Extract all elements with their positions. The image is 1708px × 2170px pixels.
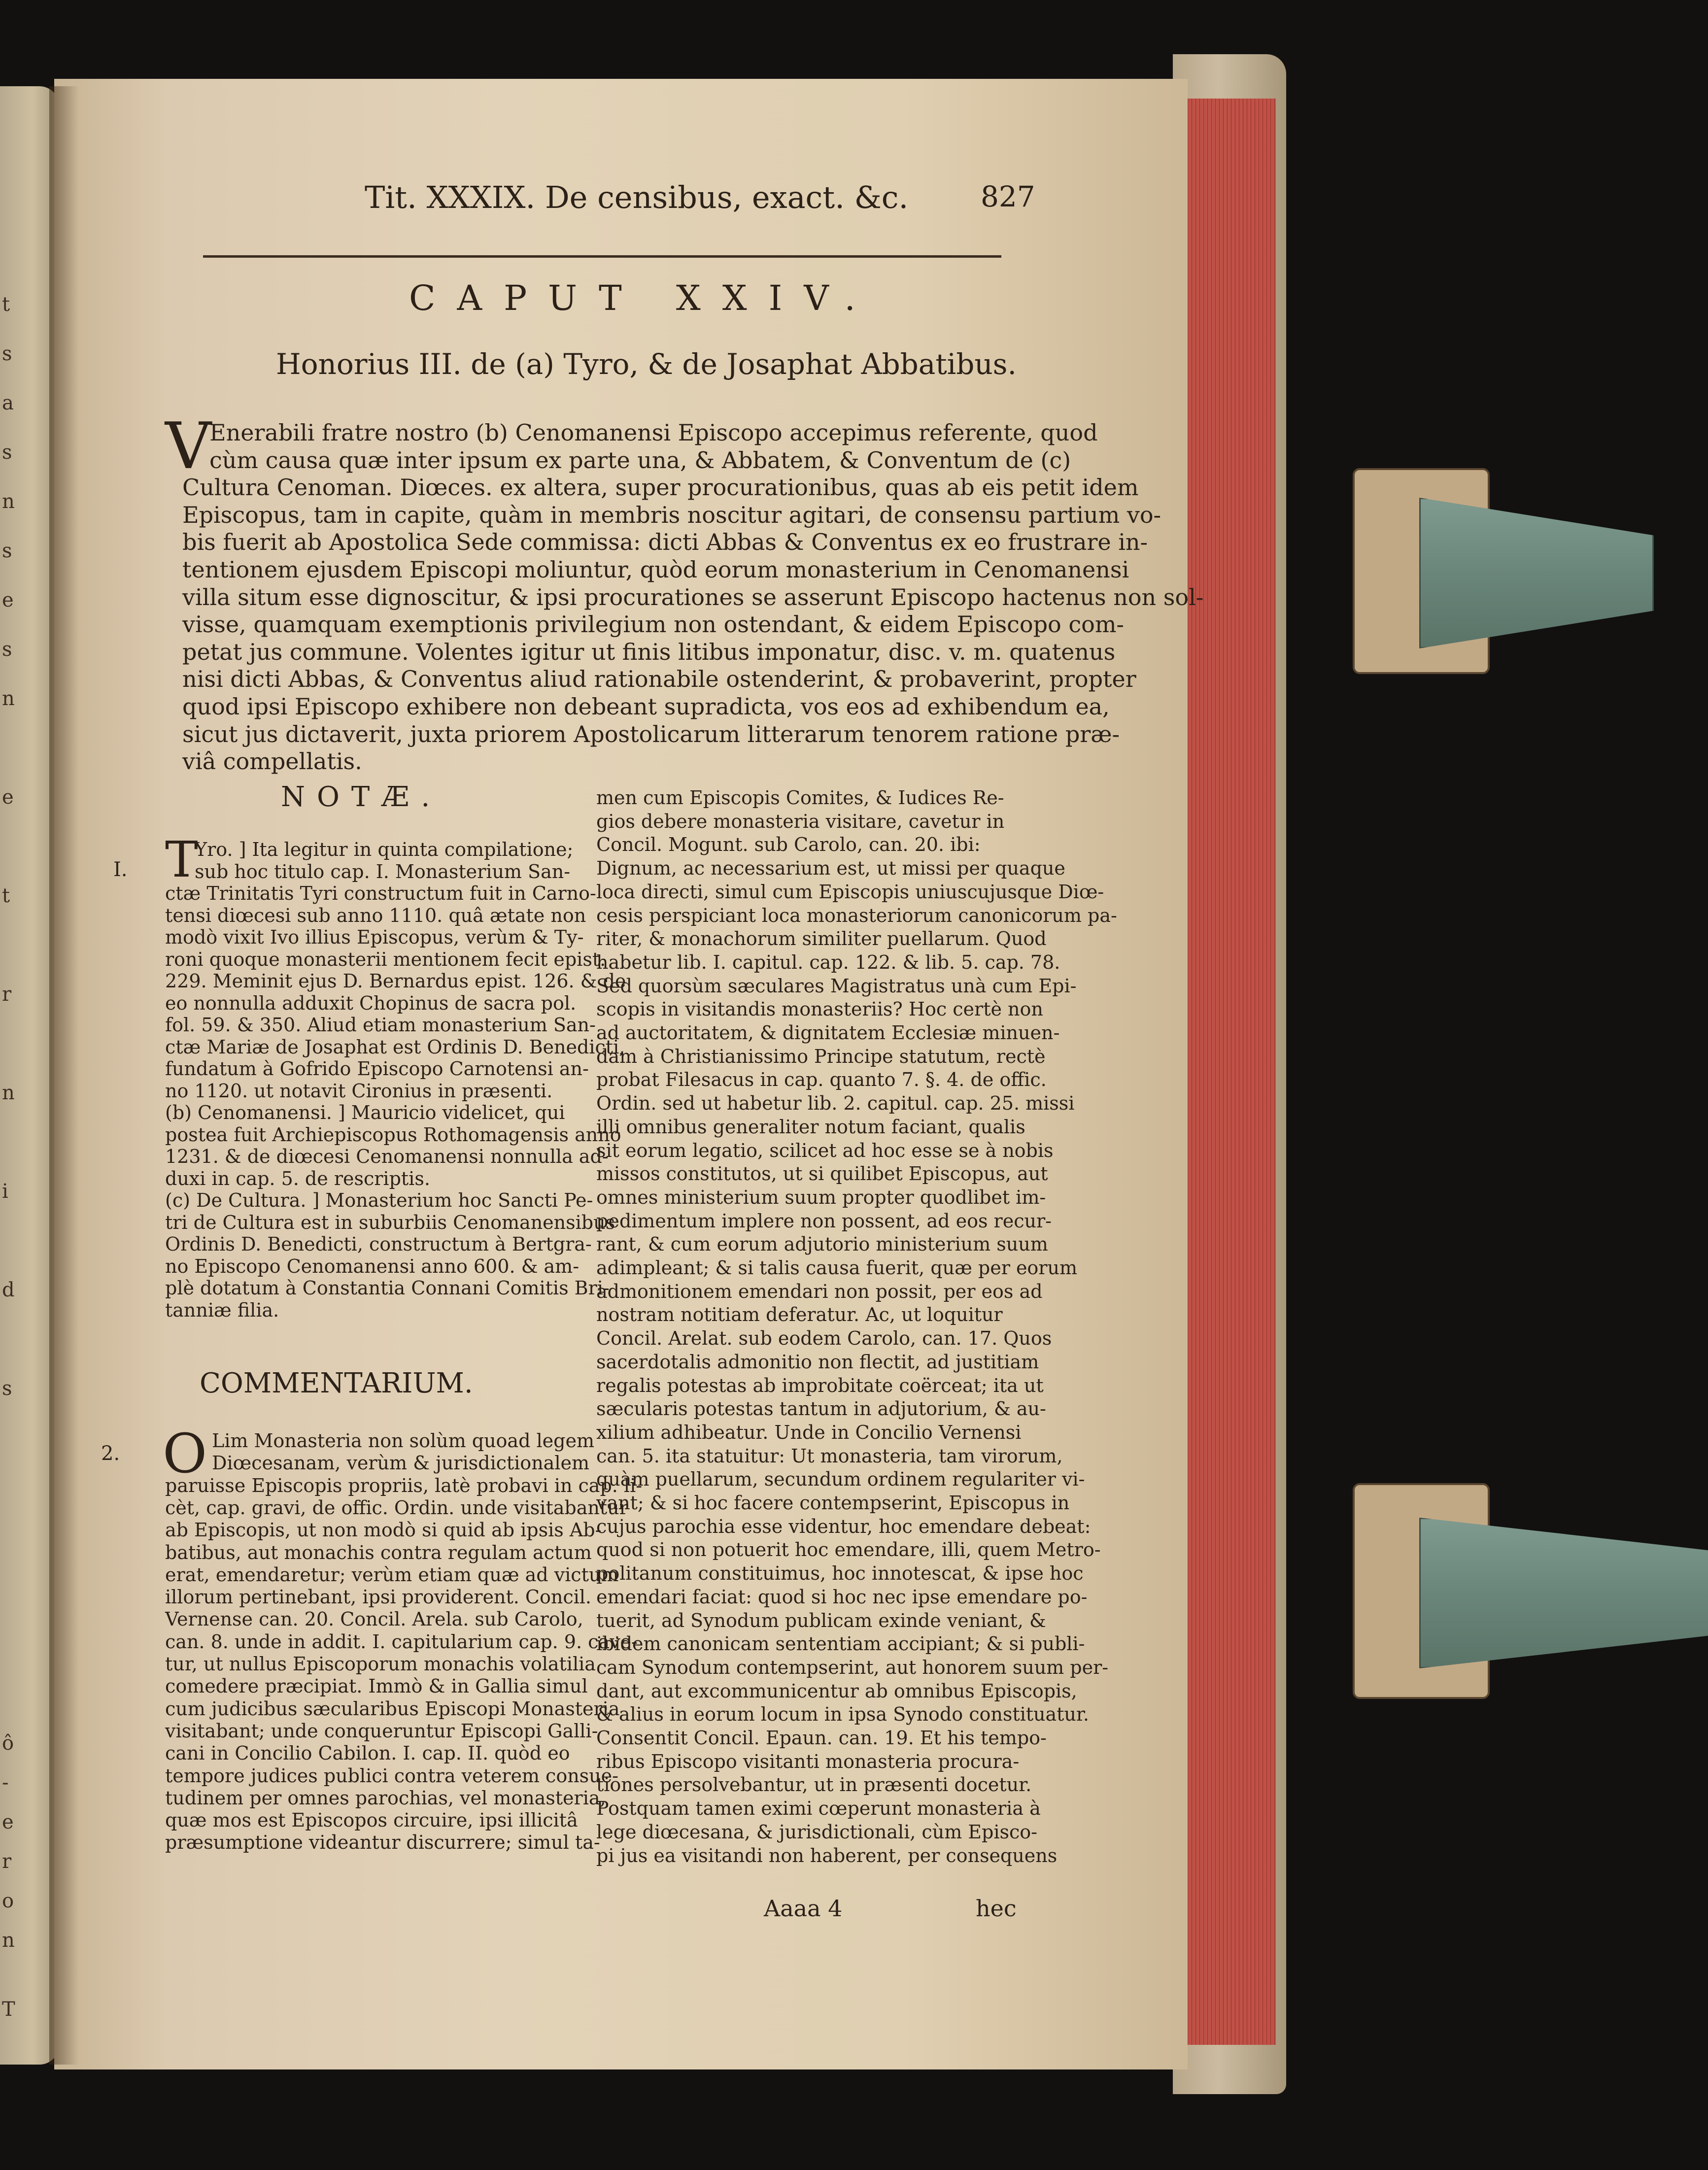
text-line: præsumptione videantur discurrere; simul ta- — [165, 1831, 600, 1854]
left-margin-letter: s — [2, 1377, 12, 1400]
text-line: can. 5. ita statuitur: Ut monasteria, tam virorum, — [596, 1445, 1063, 1467]
text-line: Cultura Cenoman. Diœces. ex altera, super procurationibus, quas ab eis petit idem — [182, 474, 1139, 501]
text-line: sicut jus dictaverit, juxta priorem Apostolicarum litterarum tenorem ratione præ- — [182, 720, 1120, 747]
notae-heading: NOTÆ. — [281, 781, 442, 813]
clasp-strap-upper — [1419, 498, 1654, 648]
text-line: ctæ Trinitatis Tyri constructum fuit in Carno- — [165, 882, 596, 904]
text-line: erat, emendaretur; verùm etiam quæ ad victum — [165, 1563, 619, 1586]
text-line: emendari faciat: quod si hoc nec ipse emendare po- — [596, 1586, 1088, 1608]
text-line: habetur lib. I. capitul. cap. 122. & lib. 5. cap. 78. — [596, 951, 1060, 973]
signature-mark: Aaaa 4 — [764, 1895, 843, 1922]
text-line: cujus parochia esse videntur, hoc emendare debeat: — [596, 1515, 1091, 1537]
text-line: sacerdotalis admonitio non flectit, ad justitiam — [596, 1351, 1039, 1373]
left-margin-letter: e — [2, 786, 14, 809]
text-line: gios debere monasteria visitare, cavetur in — [596, 810, 1005, 832]
text-line: no Episcopo Cenomanensi anno 600. & am- — [165, 1255, 580, 1277]
text-line: Yro. ] Ita legitur in quinta compilatione; — [195, 839, 574, 860]
text-line: tempore judices publici contra veterem consue- — [165, 1764, 618, 1787]
clasp-strap-lower — [1419, 1518, 1708, 1668]
text-line: Ordin. sed ut habetur lib. 2. capitul. cap. 25. missi — [596, 1092, 1075, 1115]
text-line: cum judicibus sæcularibus Episcopi Monasteria — [165, 1697, 620, 1720]
text-line: cùm causa quæ inter ipsum ex parte una, & Abbatem, & Conventum de (c) — [209, 446, 1071, 474]
text-line: Concil. Arelat. sub eodem Carolo, can. 17. Quos — [596, 1327, 1052, 1350]
commentarium-heading: COMMENTARIUM. — [200, 1367, 473, 1399]
text-line: ad auctoritatem, & dignitatem Ecclesiæ minuen- — [596, 1022, 1060, 1044]
text-line: regalis potestas ab improbitate coërceat; ita ut — [596, 1374, 1044, 1396]
left-margin-letter: d — [2, 1279, 15, 1301]
left-margin-letter: T — [2, 1998, 15, 2021]
text-line: quæ mos est Episcopos circuire, ipsi illicitâ — [165, 1809, 578, 1831]
text-line: illorum pertinebant, ipsi providerent. Concil. — [165, 1586, 592, 1608]
left-margin-letter: e — [2, 589, 14, 611]
text-line: tur, ut nullus Episcoporum monachis volatilia — [165, 1653, 596, 1675]
text-line: Episcopus, tam in capite, quàm in membris noscitur agitari, de consensu partium vo- — [182, 501, 1161, 528]
text-line: vant; & si hoc facere contempserint, Episcopus in — [596, 1492, 1070, 1514]
text-line: men cum Episcopis Comites, & Iudices Re- — [596, 787, 1004, 809]
text-line: visitabant; unde conqueruntur Episcopi Galli- — [165, 1720, 598, 1742]
text-line: cesis perspiciant loca monasteriorum canonicorum pa- — [596, 904, 1117, 926]
text-line: duxi in cap. 5. de rescriptis. — [165, 1167, 430, 1189]
text-line: can. 8. unde in addit. I. capitularium cap. 9. cave- — [165, 1630, 638, 1653]
text-line: bis fuerit ab Apostolica Sede commissa: dicti Abbas & Conventus ex eo frustrare in- — [182, 529, 1148, 556]
text-line: probat Filesacus in cap. quanto 7. §. 4. de offic. — [596, 1069, 1047, 1091]
left-margin-letter: r — [2, 983, 12, 1006]
text-line: Sed quorsùm sæculares Magistratus unà cum Epi- — [596, 975, 1077, 997]
text-line: postea fuit Archiepiscopus Rothomagensis anno — [165, 1123, 621, 1146]
text-line: rant, & cum eorum adjutorio ministerium suum — [596, 1233, 1048, 1255]
text-line: admonitionem emendari non possit, per eos ad — [596, 1280, 1043, 1302]
text-line: adimpleant; & si talis causa fuerit, quæ per eorum — [596, 1257, 1077, 1279]
page-number: 827 — [981, 180, 1035, 213]
text-line: ctæ Mariæ de Josaphat est Ordinis D. Benedicti, — [165, 1036, 625, 1058]
margin-note-mark: 2. — [101, 1442, 120, 1465]
text-line: Vernense can. 20. Concil. Arela. sub Carolo, — [165, 1608, 583, 1630]
text-line: paruisse Episcopis propriis, latè probavi in cap. li- — [165, 1474, 643, 1496]
text-line: comedere præcipiat. Immò & in Gallia simul — [165, 1675, 588, 1697]
text-line: tuerit, ad Synodum publicam exinde veniant, & — [596, 1609, 1046, 1631]
text-line: riter, & monachorum similiter puellarum. Quod — [596, 928, 1047, 950]
text-line: scopis in visitandis monasteriis? Hoc certè non — [596, 998, 1043, 1020]
text-line: omnes ministerium suum propter quodlibet im- — [596, 1186, 1046, 1208]
text-line: ab Episcopis, ut non modò si quid ab ipsis Ab- — [165, 1519, 602, 1541]
text-line: missos constitutos, ut si quilibet Episcopus, aut — [596, 1163, 1048, 1185]
catchword: hec — [976, 1895, 1017, 1922]
left-margin-letter: a — [2, 392, 14, 414]
left-margin-letter: s — [2, 638, 12, 661]
text-line: petat jus commune. Volentes igitur ut finis litibus imponatur, disc. v. m. quatenus — [182, 638, 1116, 665]
text-line: (c) De Cultura. ] Monasterium hoc Sancti Pe- — [165, 1189, 593, 1211]
text-line: Diœcesanam, verùm & jurisdictionalem — [212, 1452, 589, 1474]
text-line: sæcularis potestas tantum in adjutorium, & au- — [596, 1398, 1046, 1420]
text-line: xilium adhibeatur. Unde in Concilio Vernensi — [596, 1421, 1022, 1443]
left-margin-letter: s — [2, 441, 12, 464]
left-margin-letter: n — [2, 490, 15, 513]
text-line: quod si non potuerit hoc emendare, illi, quem Metro- — [596, 1539, 1101, 1561]
text-line: quod ipsi Episcopo exhibere non debeant supradicta, vos eos ad exhibendum ea, — [182, 693, 1110, 720]
text-line: sub hoc titulo cap. I. Monasterium San- — [195, 860, 571, 882]
text-line: Enerabili fratre nostro (b) Cenomanensi Episcopo accepimus referente, quod — [209, 419, 1098, 446]
text-line: nisi dicti Abbas, & Conventus aliud rationabile ostenderint, & probaverint, propter — [182, 666, 1136, 693]
text-line: Ordinis D. Benedicti, constructum à Bertgra- — [165, 1233, 592, 1255]
left-margin-letter: ô — [2, 1732, 14, 1755]
gutter-shadow — [49, 86, 79, 2065]
text-line: villa situm esse dignoscitur, & ipsi procurationes se asserunt Episcopo hactenus non sol- — [182, 583, 1204, 610]
text-line: Consentit Concil. Epaun. can. 19. Et his tempo- — [596, 1727, 1047, 1749]
text-line: plè dotatum à Constantia Connani Comitis Bri- — [165, 1277, 610, 1299]
text-line: (b) Cenomanensi. ] Mauricio videlicet, qui — [165, 1102, 565, 1123]
text-line: pedimentum implere non possent, ad eos recur- — [596, 1210, 1052, 1232]
chapter-heading: CAPUT XXIV. — [409, 278, 877, 318]
text-line: batibus, aut monachis contra regulam actum — [165, 1541, 592, 1563]
left-margin-letter: s — [2, 540, 12, 562]
drop-cap: V — [165, 408, 211, 483]
text-line: tentionem ejusdem Episcopi moliuntur, quòd eorum monasterium in Cenomanensi — [182, 556, 1129, 583]
text-line: Postquam tamen eximi cœperunt monasteria à — [596, 1797, 1041, 1820]
text-line: ibidem canonicam sententiam accipiant; & si publi- — [596, 1633, 1085, 1655]
text-line: dant, aut excommunicentur ab omnibus Episcopis, — [596, 1680, 1077, 1702]
text-line: quàm puellarum, secundum ordinem regulariter vi- — [596, 1468, 1085, 1491]
text-line: fol. 59. & 350. Aliud etiam monasterium San- — [165, 1014, 596, 1036]
text-line: cèt, cap. gravi, de offic. Ordin. unde visitabantur — [165, 1496, 628, 1519]
left-margin-letter: t — [2, 884, 10, 907]
text-line: nostram notitiam deferatur. Ac, ut loquitur — [596, 1304, 1003, 1326]
text-line: tri de Cultura est in suburbiis Cenomanensibus — [165, 1211, 615, 1233]
left-margin-letter: n — [2, 1929, 15, 1952]
left-margin-letter: t — [2, 293, 10, 316]
text-line: tanniæ filia. — [165, 1299, 279, 1321]
drop-cap: O — [163, 1422, 207, 1485]
left-margin-letter: n — [2, 1082, 15, 1104]
chapter-subtitle: Honorius III. de (a) Tyro, & de Josaphat Abbatibus. — [276, 347, 1017, 381]
left-margin-letter: s — [2, 342, 12, 365]
text-line: sit eorum legatio, scilicet ad hoc esse se à nobis — [596, 1139, 1054, 1161]
text-line: cam Synodum contempserint, aut honorem suum per- — [596, 1656, 1109, 1678]
text-line: roni quoque monasterii mentionem fecit epist. — [165, 948, 606, 970]
text-line: loca directi, simul cum Episcopis uniuscujusque Diœ- — [596, 881, 1104, 903]
text-line: Dignum, ac necessarium est, ut missi per quaque — [596, 857, 1065, 880]
text-line: & alius in eorum locum in ipsa Synodo constituatur. — [596, 1703, 1089, 1726]
text-line: visse, quamquam exemptionis privilegium non ostendant, & eidem Episcopo com- — [182, 611, 1124, 638]
left-margin-letter: e — [2, 1811, 14, 1833]
header-rule — [203, 255, 1001, 258]
running-head: Tit. XXXIX. De censibus, exact. &c. — [365, 179, 909, 215]
text-line: 229. Meminit ejus D. Bernardus epist. 126. & de — [165, 970, 626, 992]
text-line: ribus Episcopo visitanti monasteria procura- — [596, 1750, 1020, 1772]
text-line: viâ compellatis. — [182, 748, 362, 775]
text-line: politanum constituimus, hoc innotescat, & ipse hoc — [596, 1562, 1084, 1585]
text-line: modò vixit Ivo illius Episcopus, verùm & Ty- — [165, 926, 584, 948]
text-line: no 1120. ut notavit Cironius in præsenti. — [165, 1080, 553, 1102]
text-line: cani in Concilio Cabilon. I. cap. II. quòd eo — [165, 1742, 570, 1764]
left-margin-letter: r — [2, 1850, 12, 1873]
left-margin-letter: o — [2, 1890, 14, 1912]
text-line: illi omnibus generaliter notum faciant, qualis — [596, 1116, 1025, 1138]
left-margin-letter: n — [2, 687, 15, 710]
text-line: tiones persolvebantur, ut in præsenti docetur. — [596, 1774, 1032, 1796]
red-page-edge — [1175, 99, 1276, 2045]
left-margin-letter: - — [2, 1771, 9, 1794]
text-line: 1231. & de diœcesi Cenomanensi nonnulla ad- — [165, 1146, 609, 1167]
text-line: lege diœcesana, & jurisdictionali, cùm Episco- — [596, 1821, 1038, 1843]
left-margin-letter: i — [2, 1180, 8, 1203]
text-line: Concil. Mogunt. sub Carolo, can. 20. ibi: — [596, 834, 981, 856]
drop-cap: T — [165, 831, 198, 888]
text-line: fundatum à Gofrido Episcopo Carnotensi an- — [165, 1058, 589, 1080]
text-line: tudinem per omnes parochias, vel monasteria, — [165, 1787, 606, 1809]
text-line: eo nonnulla adduxit Chopinus de sacra pol. — [165, 992, 577, 1014]
text-line: dam à Christianissimo Principe statutum, rectè — [596, 1045, 1046, 1067]
margin-note-mark: I. — [113, 858, 128, 881]
text-line: Lim Monasteria non solùm quoad legem — [212, 1430, 594, 1452]
text-line: tensi diœcesi sub anno 1110. quâ ætate non — [165, 904, 586, 926]
text-line: pi jus ea visitandi non haberent, per consequens — [596, 1844, 1058, 1866]
